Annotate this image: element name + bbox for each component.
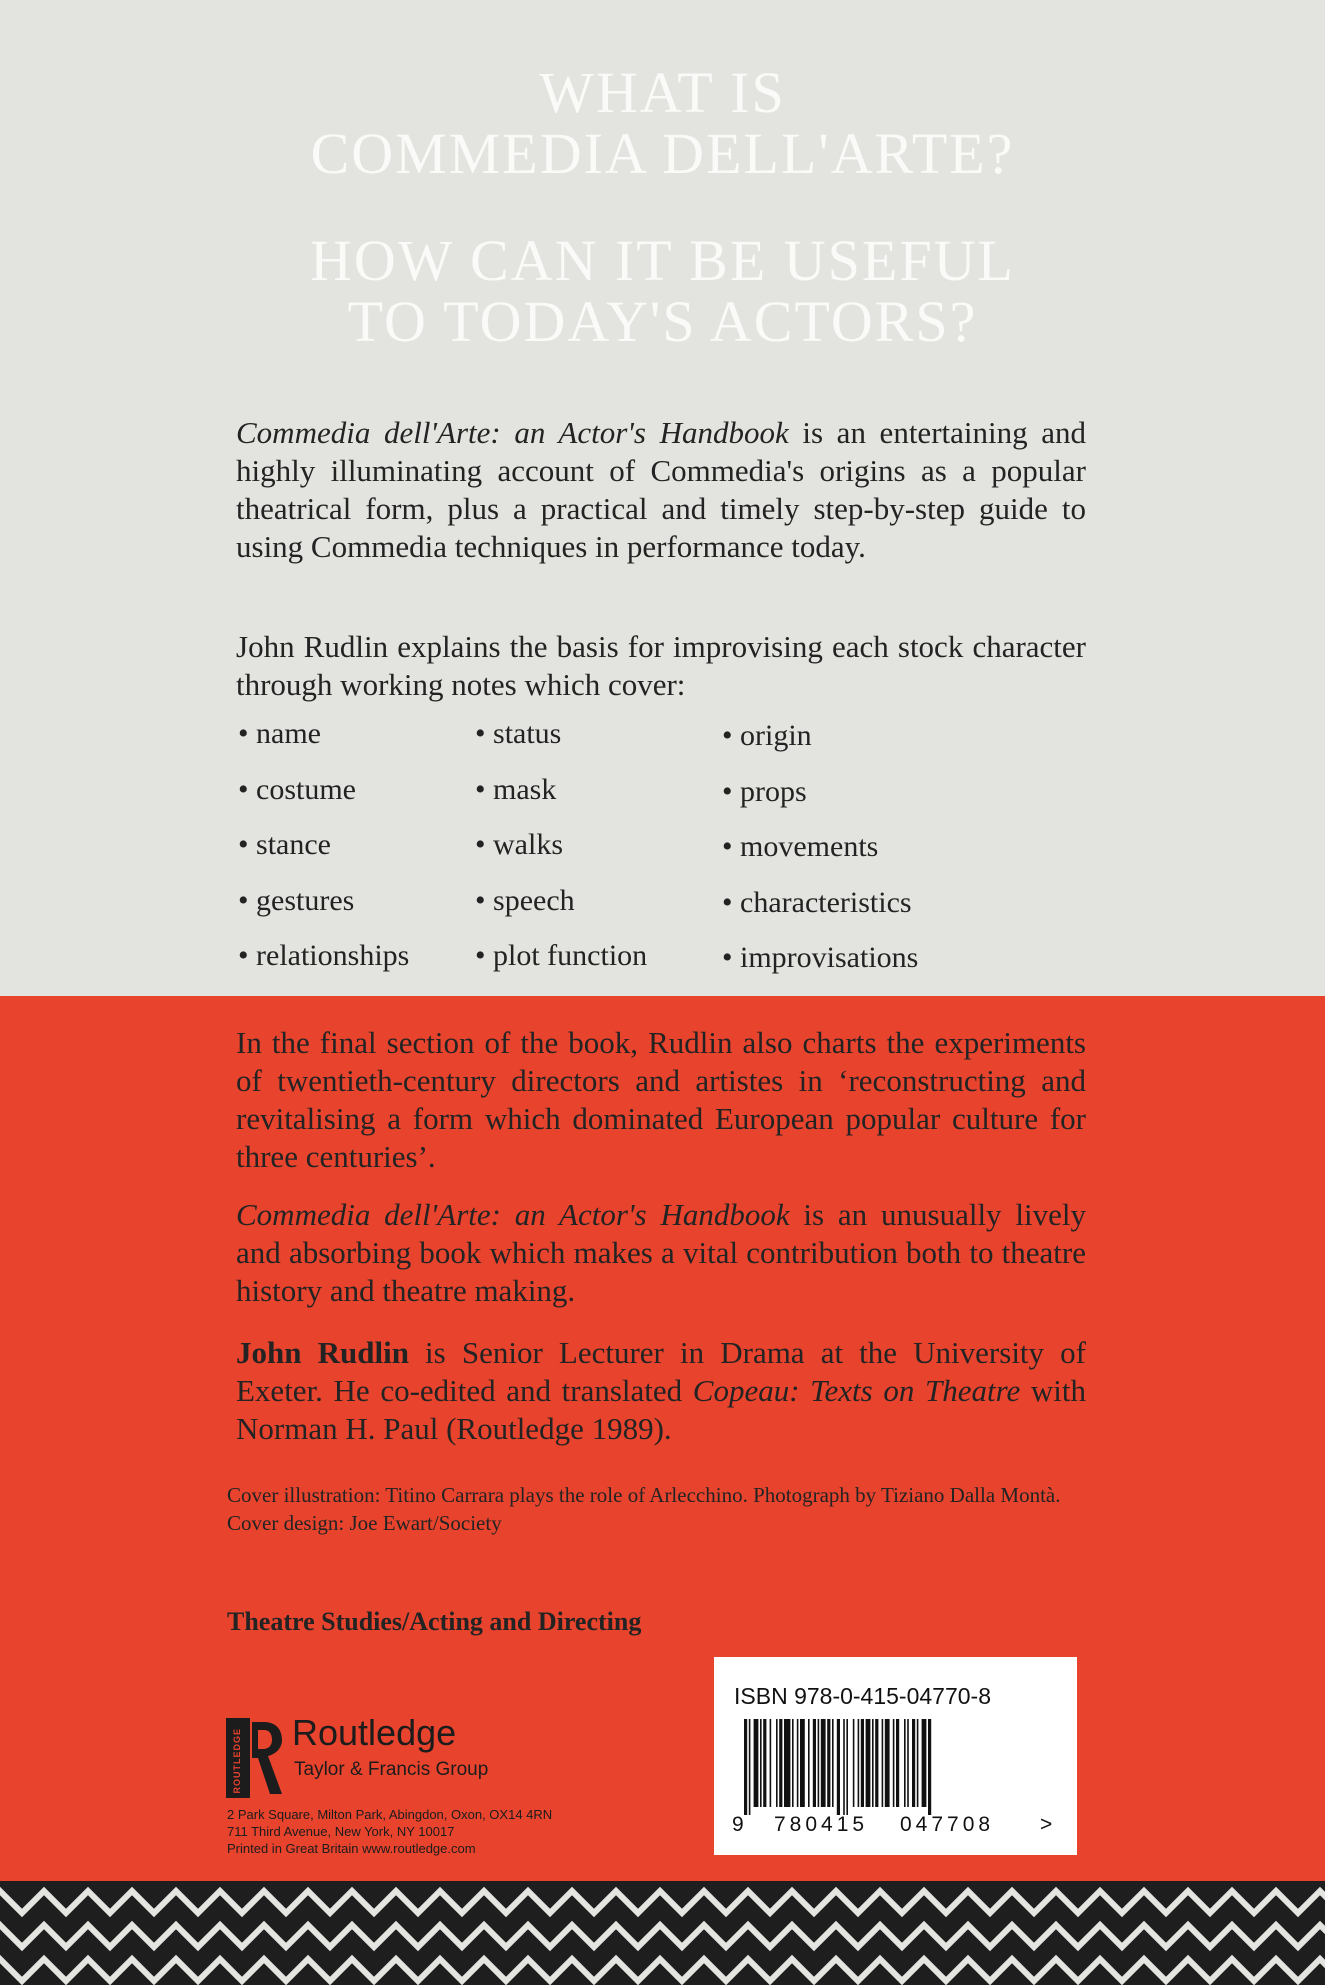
barcode-bar (792, 1719, 794, 1807)
barcode-bar (853, 1719, 855, 1807)
headline-question-2 (0, 230, 1325, 352)
barcode-bar (907, 1719, 909, 1807)
logo-vertical-text: ROUTLEDGE (232, 1728, 242, 1794)
barcode-bar (744, 1719, 747, 1815)
barcode-bar (872, 1719, 874, 1807)
barcode-bar (837, 1719, 840, 1815)
publisher-logo (226, 1712, 526, 1802)
feature-item: • stance (238, 828, 331, 861)
related-book-title: Copeau: Texts on Theatre (692, 1373, 1021, 1408)
barcode-bar (928, 1719, 931, 1815)
address-line: Printed in Great Britain www.routledge.com (227, 1841, 476, 1856)
feature-item: • props (722, 775, 807, 808)
feature-item: • name (238, 717, 321, 750)
final-section-paragraph: In the final section of the book, Rudlin also charts the experiments of twentieth-century directors and artistes in ‘reconstructing and revitalising a form which dominated European popular culture for three centuries’. (236, 1025, 1086, 1174)
category-label: Theatre Studies/Acting and Directing (227, 1607, 642, 1636)
design-credit: Cover design: Joe Ewart/Society (227, 1511, 502, 1535)
headline-line: COMMEDIA DELL'ARTE? (310, 121, 1015, 186)
address-line: 2 Park Square, Milton Park, Abingdon, Oxon, OX14 4RN (227, 1807, 553, 1822)
zigzag-pattern-band (0, 1881, 1325, 1985)
cover-credits (227, 1481, 1107, 1537)
book-title: Commedia dell'Arte: an Actor's Handbook (236, 1197, 790, 1232)
barcode-bar (779, 1719, 782, 1807)
publisher-address (227, 1806, 552, 1857)
headline-line: WHAT IS (539, 60, 786, 125)
barcode-lead-digit: 9 (732, 1813, 744, 1836)
barcode-bar (770, 1719, 772, 1807)
barcode-bar (784, 1719, 790, 1807)
barcode-bar (800, 1719, 805, 1807)
summary-text: is an unusually lively and absorbing book which makes a vital contribution both to theatre history and theatre making. (236, 1197, 1086, 1308)
summary-paragraph (236, 1196, 1086, 1310)
feature-item: • origin (722, 719, 812, 752)
feature-item: • movements (722, 830, 879, 863)
feature-item: • speech (475, 884, 575, 917)
feature-item: • characteristics (722, 886, 912, 919)
barcode-bar (917, 1719, 919, 1807)
barcode-digits-right: 047708 (900, 1813, 995, 1836)
barcode-bar (893, 1719, 895, 1807)
barcode-bar (882, 1719, 884, 1807)
barcode-bar (866, 1719, 871, 1807)
feature-item: • improvisations (722, 941, 919, 974)
barcode-quiet-mark: > (1040, 1813, 1053, 1836)
isbn-barcode-box (714, 1657, 1077, 1855)
barcode-bar (818, 1719, 820, 1807)
barcode-bar (904, 1719, 906, 1807)
barcode-bar (832, 1719, 834, 1807)
feature-item: • status (475, 717, 562, 750)
barcode-graphic (714, 1657, 1077, 1855)
feature-item: • costume (238, 773, 356, 806)
publisher-name: Routledge (292, 1712, 457, 1753)
barcode-bar (846, 1719, 848, 1815)
barcode-bar (875, 1719, 878, 1807)
feature-item: • walks (475, 828, 564, 861)
feature-item: • plot function (475, 939, 648, 972)
headline-line: HOW CAN IT BE USEFUL (310, 228, 1015, 293)
barcode-bar (827, 1719, 830, 1807)
barcode-bar (749, 1719, 751, 1815)
feature-item: • relationships (238, 939, 410, 972)
feature-item: • mask (475, 773, 557, 806)
barcode-bar (760, 1719, 762, 1807)
barcode-bar (754, 1719, 759, 1807)
barcode-bar (821, 1719, 826, 1807)
book-title: Commedia dell'Arte: an Actor's Handbook (236, 415, 789, 450)
headline-line: TO TODAY'S ACTORS? (347, 289, 978, 354)
author-name: John Rudlin (236, 1335, 409, 1370)
barcode-bar (896, 1719, 899, 1807)
isbn-label: ISBN 978-0-415-04770-8 (734, 1683, 991, 1709)
barcode-bar (858, 1719, 860, 1807)
barcode-bar (912, 1719, 915, 1807)
explains-paragraph: John Rudlin explains the basis for improvising each stock character through working notes which cover: (236, 629, 1086, 702)
feature-list (238, 716, 1088, 996)
barcode-bar (922, 1719, 927, 1807)
author-bio: John Rudlin is Senior Lecturer in Drama at the University of Exeter. He co-edited and translated Copeau: Texts on Theatre with Norman H. Paul (Routledge 1989). (236, 1335, 1086, 1446)
barcode-bar (813, 1719, 816, 1807)
barcode-bar (763, 1719, 766, 1807)
intro-text: is an entertaining and highly illuminating account of Commedia's origins as a popular theatrical form, plus a practical and timely step-by-step guide to using Commedia techniques in performance today. (236, 415, 1086, 564)
barcode-digits-left: 780415 (774, 1813, 869, 1836)
barcode-bar (843, 1719, 845, 1815)
intro-paragraph (236, 414, 1086, 566)
barcode-bar (861, 1719, 864, 1807)
headline-question-1 (0, 62, 1325, 184)
address-line: 711 Third Avenue, New York, NY 10017 (227, 1824, 455, 1839)
feature-item: • gestures (238, 884, 355, 917)
illustration-credit: Cover illustration: Titino Carrara plays the role of Arlecchino. Photograph by Tiziano Dalla Montà. (227, 1483, 1061, 1507)
barcode-bar (797, 1719, 799, 1807)
publisher-group: Taylor & Francis Group (294, 1759, 489, 1780)
barcode-bar (776, 1719, 778, 1807)
barcode-bar (885, 1719, 890, 1807)
barcode-bar (808, 1719, 810, 1807)
